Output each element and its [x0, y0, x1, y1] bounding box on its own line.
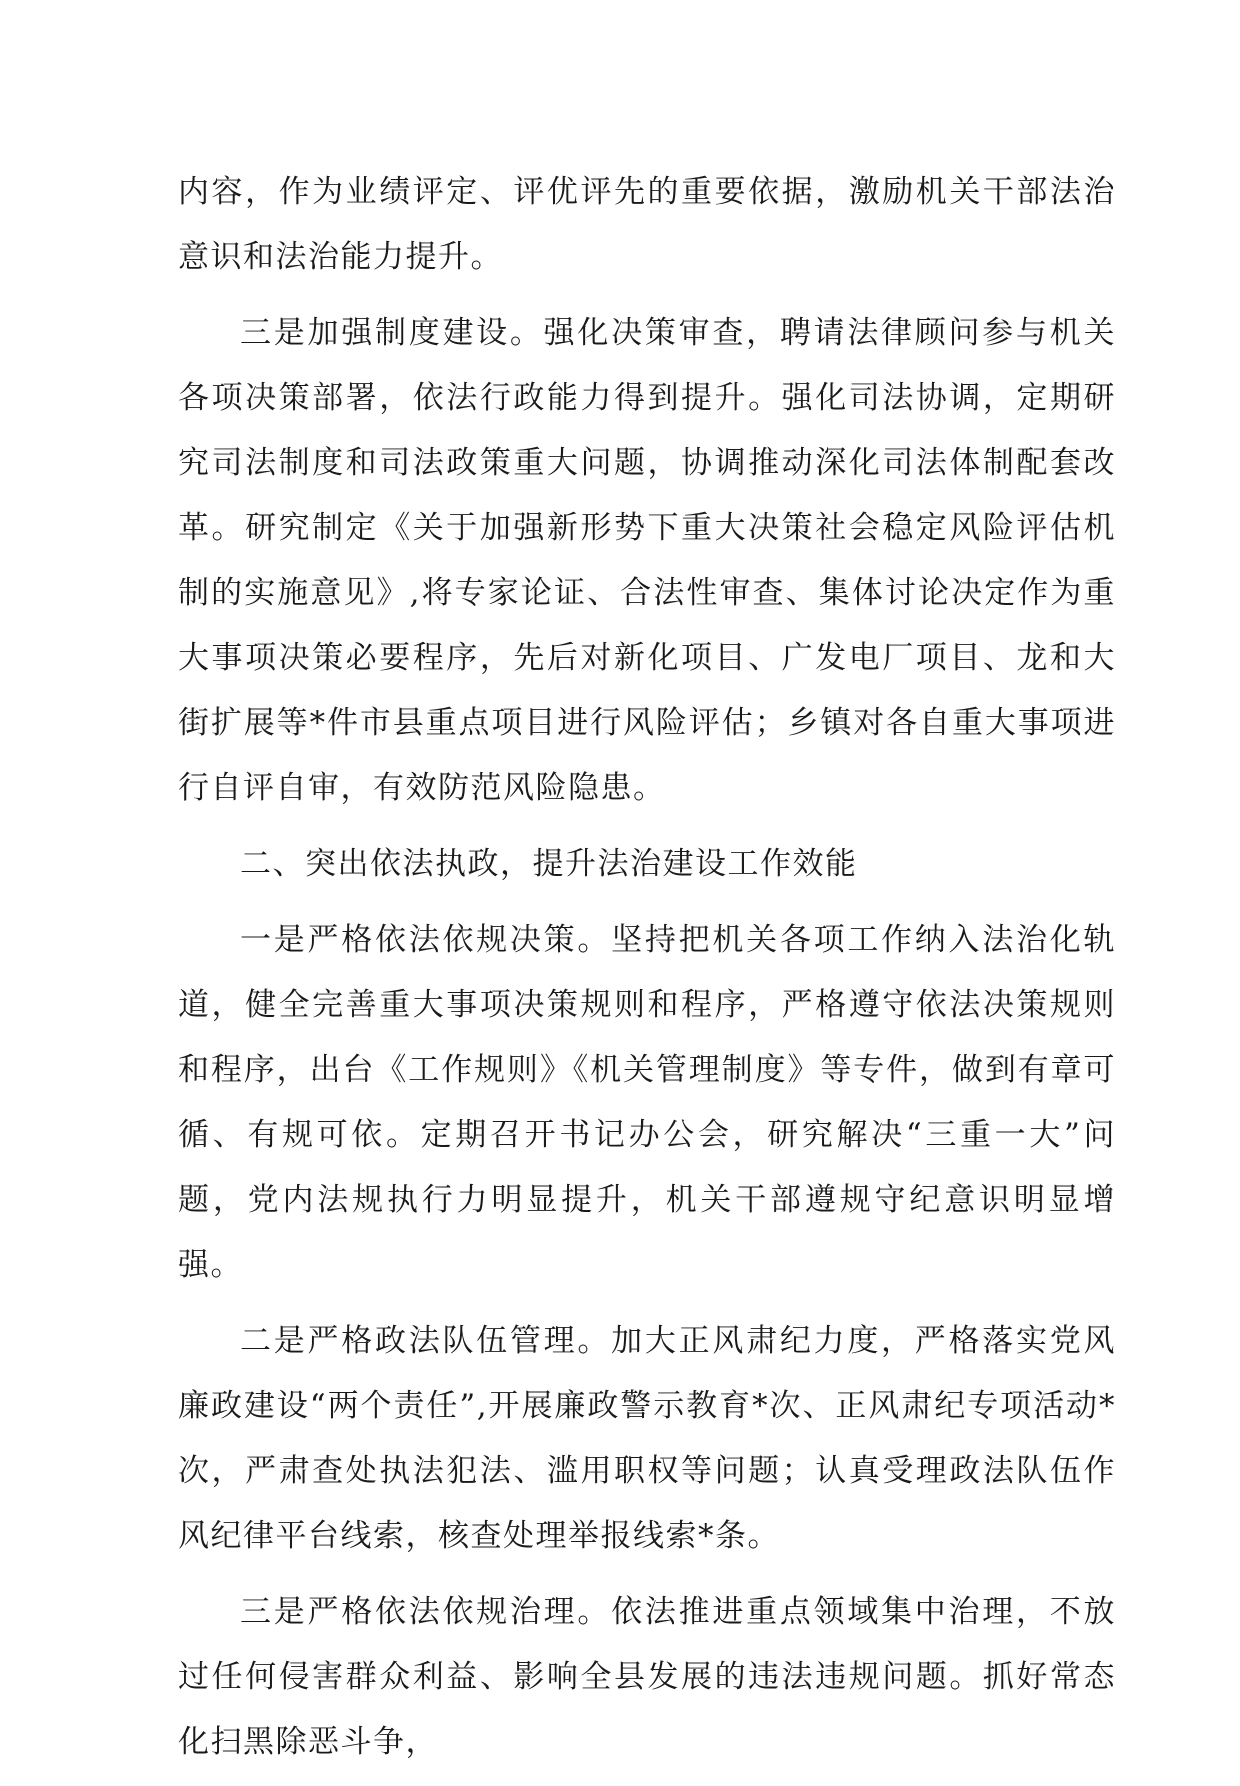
- document-body: [178, 160, 1116, 1786]
- section-heading: 二、突出依法执政，提升法治建设工作效能: [240, 846, 858, 882]
- paragraph-governance: 三是严格依法依规治理。依法推进重点领域集中治理，不放过任何侵害群众利益、影响全县发展的违法违规问题。抓好常态化扫黑除恶斗争，: [178, 1594, 1116, 1760]
- paragraph-continuation: 内容，作为业绩评定、评优评先的重要依据，激励机关干部法治意识和法治能力提升。: [178, 174, 1116, 275]
- paragraph-system-building: 三是加强制度建设。强化决策审查，聘请法律顾问参与机关各项决策部署，依法行政能力得到提升。强化司法协调，定期研究司法制度和司法政策重大问题，协调推动深化司法体制配套改革。研究制定《关于加强新形势下重大决策社会稳定风险评估机制的实施意见》,将专家论证、合法性审查、集体讨论决定作为重大事项决策必要程序，先后对新化项目、广发电厂项目、龙和大街扩展等*件市县重点项目进行风险评估；乡镇对各自重大事项进行自评自审，有效防范风险隐患。: [178, 315, 1116, 806]
- paragraph-decision-making: 一是严格依法依规决策。坚持把机关各项工作纳入法治化轨道，健全完善重大事项决策规则和程序，严格遵守依法决策规则和程序，出台《工作规则》《机关管理制度》等专件，做到有章可循、有规可依。定期召开书记办公会，研究解决“三重一大”问题，党内法规执行力明显提升，机关干部遵规守纪意识明显增强。: [178, 922, 1116, 1283]
- paragraph-team-management: 二是严格政法队伍管理。加大正风肃纪力度，严格落实党风廉政建设“两个责任”,开展廉政警示教育*次、正风肃纪专项活动*次，严肃查处执法犯法、滥用职权等问题；认真受理政法队伍作风纪律平台线索，核查处理举报线索*条。: [178, 1323, 1116, 1554]
